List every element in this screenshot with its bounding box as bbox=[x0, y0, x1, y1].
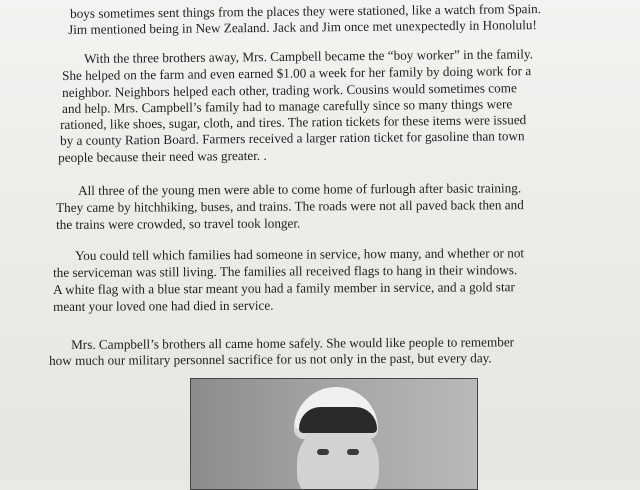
text-line: A white flag with a blue star meant you had a family member in service, and a gold star bbox=[53, 279, 515, 297]
text-line: the trains were crowded, so travel took longer. bbox=[56, 215, 301, 232]
eye-left bbox=[317, 449, 329, 455]
text-line: boys sometimes sent things from the places they were stationed, like a watch from Spain. bbox=[70, 1, 542, 21]
text-line: and help. Mrs. Campbell’s family had to manage carefully since so many things were bbox=[62, 96, 513, 116]
text-line: how much our military personnel sacrifice for us not only in the past, but every day. bbox=[49, 350, 492, 368]
text-line: by a county Ration Board. Farmers received a larger ration ticket for gasoline than town bbox=[60, 128, 525, 148]
text-line: rationed, like shoes, sugar, cloth, and tires. The ration tickets for these items were issued bbox=[60, 112, 527, 132]
text-line: She helped on the farm and even earned $1.00 a week for her family by doing work for a bbox=[62, 63, 532, 83]
sailor-photo bbox=[190, 378, 478, 490]
eye-right bbox=[347, 449, 359, 455]
text-line: people because their need was greater. . bbox=[58, 147, 267, 165]
text-line: neighbor. Neighbors helped each other, trading work. Cousins would sometimes come bbox=[62, 80, 517, 100]
text-line: With the three brothers away, Mrs. Campbell became the “boy worker” in the family. bbox=[84, 46, 534, 66]
text-line: meant your loved one had died in service. bbox=[53, 297, 274, 314]
text-line: Jim mentioned being in New Zealand. Jack and Jim once met unexpectedly in Honolulu! bbox=[68, 17, 537, 37]
text-line: Mrs. Campbell’s brothers all came home safely. She would like people to remember bbox=[71, 334, 515, 352]
text-line: You could tell which families had someone in service, how many, and whether or not bbox=[75, 245, 525, 263]
text-line: All three of the young men were able to come home of furlough after basic training. bbox=[78, 180, 522, 198]
sailor-hair bbox=[299, 407, 377, 433]
text-line: the serviceman was still living. The families all received flags to hang in their windows. bbox=[53, 262, 518, 280]
text-line: They came by hitchhiking, buses, and trains. The roads were not all paved back then and bbox=[56, 197, 524, 215]
